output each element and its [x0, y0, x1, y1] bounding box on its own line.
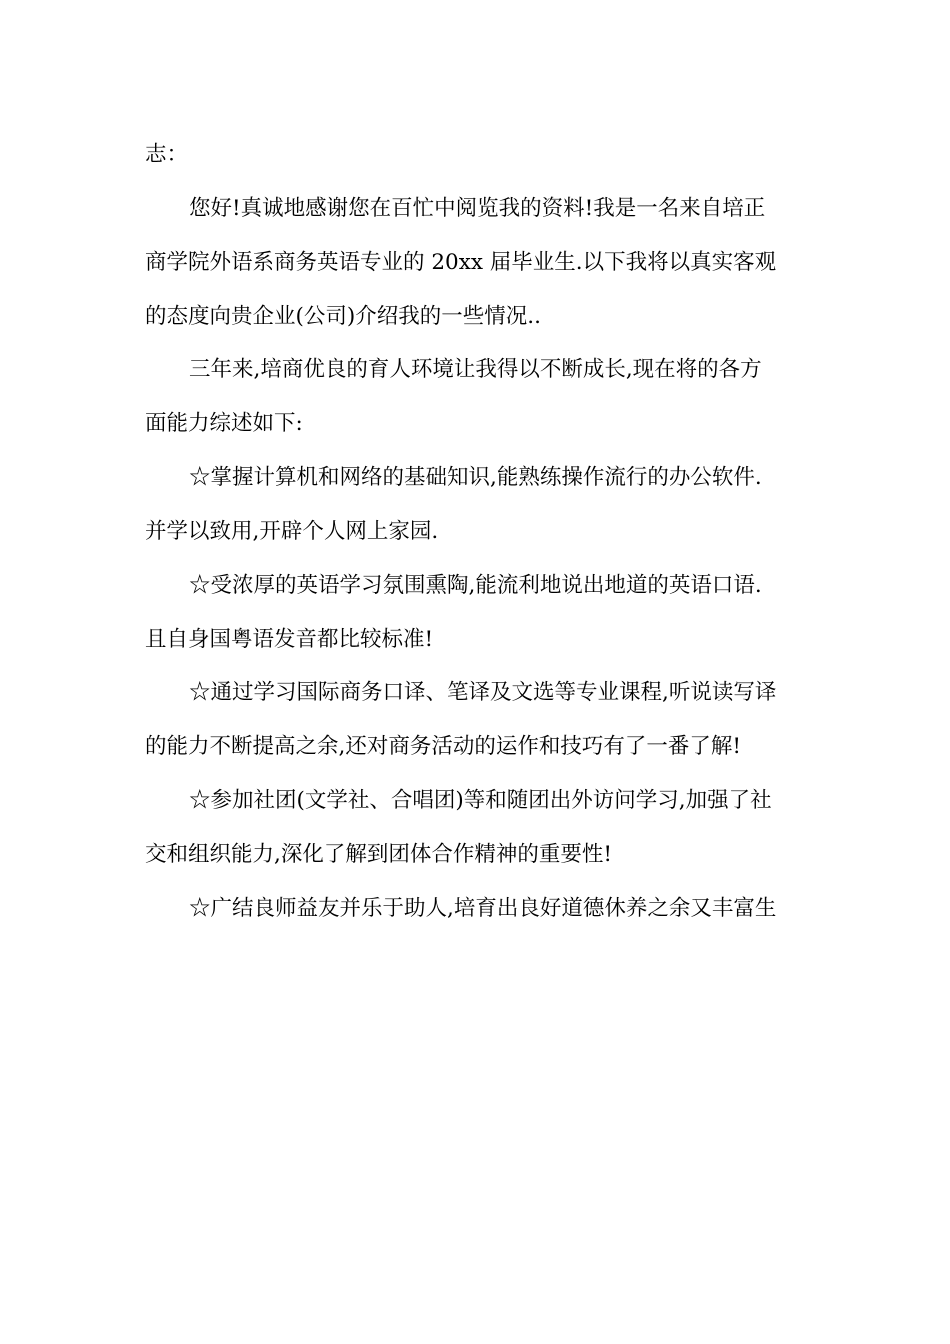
text-line: 的态度向贵企业(公司)介绍我的一些情况..	[145, 303, 541, 329]
text-line: ☆广结良师益友并乐于助人,培育出良好道德休养之余又丰富生	[189, 895, 777, 921]
text-line: ☆参加社团(文学社、合唱团)等和随团出外访问学习,加强了社	[189, 788, 772, 814]
text-line: 且自身国粤语发音都比较标准!	[145, 626, 434, 652]
text-line: 您好!真诚地感谢您在百忙中阅览我的资料!我是一名来自培正	[189, 195, 766, 221]
text-line: 并学以致用,开辟个人网上家园.	[145, 518, 439, 544]
text-line: 的能力不断提高之余,还对商务活动的运作和技巧有了一番了解!	[145, 734, 741, 760]
letter-body	[145, 128, 810, 936]
text-line: 商学院外语系商务英语专业的 20xx 届毕业生.以下我将以真实客观	[145, 249, 777, 275]
text-line: 交和组织能力,深化了解到团体合作精神的重要性!	[145, 841, 612, 867]
text-line: 面能力综述如下:	[145, 411, 303, 437]
text-line: 三年来,培商优良的育人环境让我得以不断成长,现在将的各方	[189, 357, 762, 383]
text-line: ☆受浓厚的英语学习氛围熏陶,能流利地说出地道的英语口语.	[189, 572, 762, 598]
text-line: ☆掌握计算机和网络的基础知识,能熟练操作流行的办公软件.	[189, 465, 762, 491]
text-line: ☆通过学习国际商务口译、笔译及文选等专业课程,听说读写译	[189, 680, 777, 706]
text-line: 志：	[145, 142, 189, 167]
